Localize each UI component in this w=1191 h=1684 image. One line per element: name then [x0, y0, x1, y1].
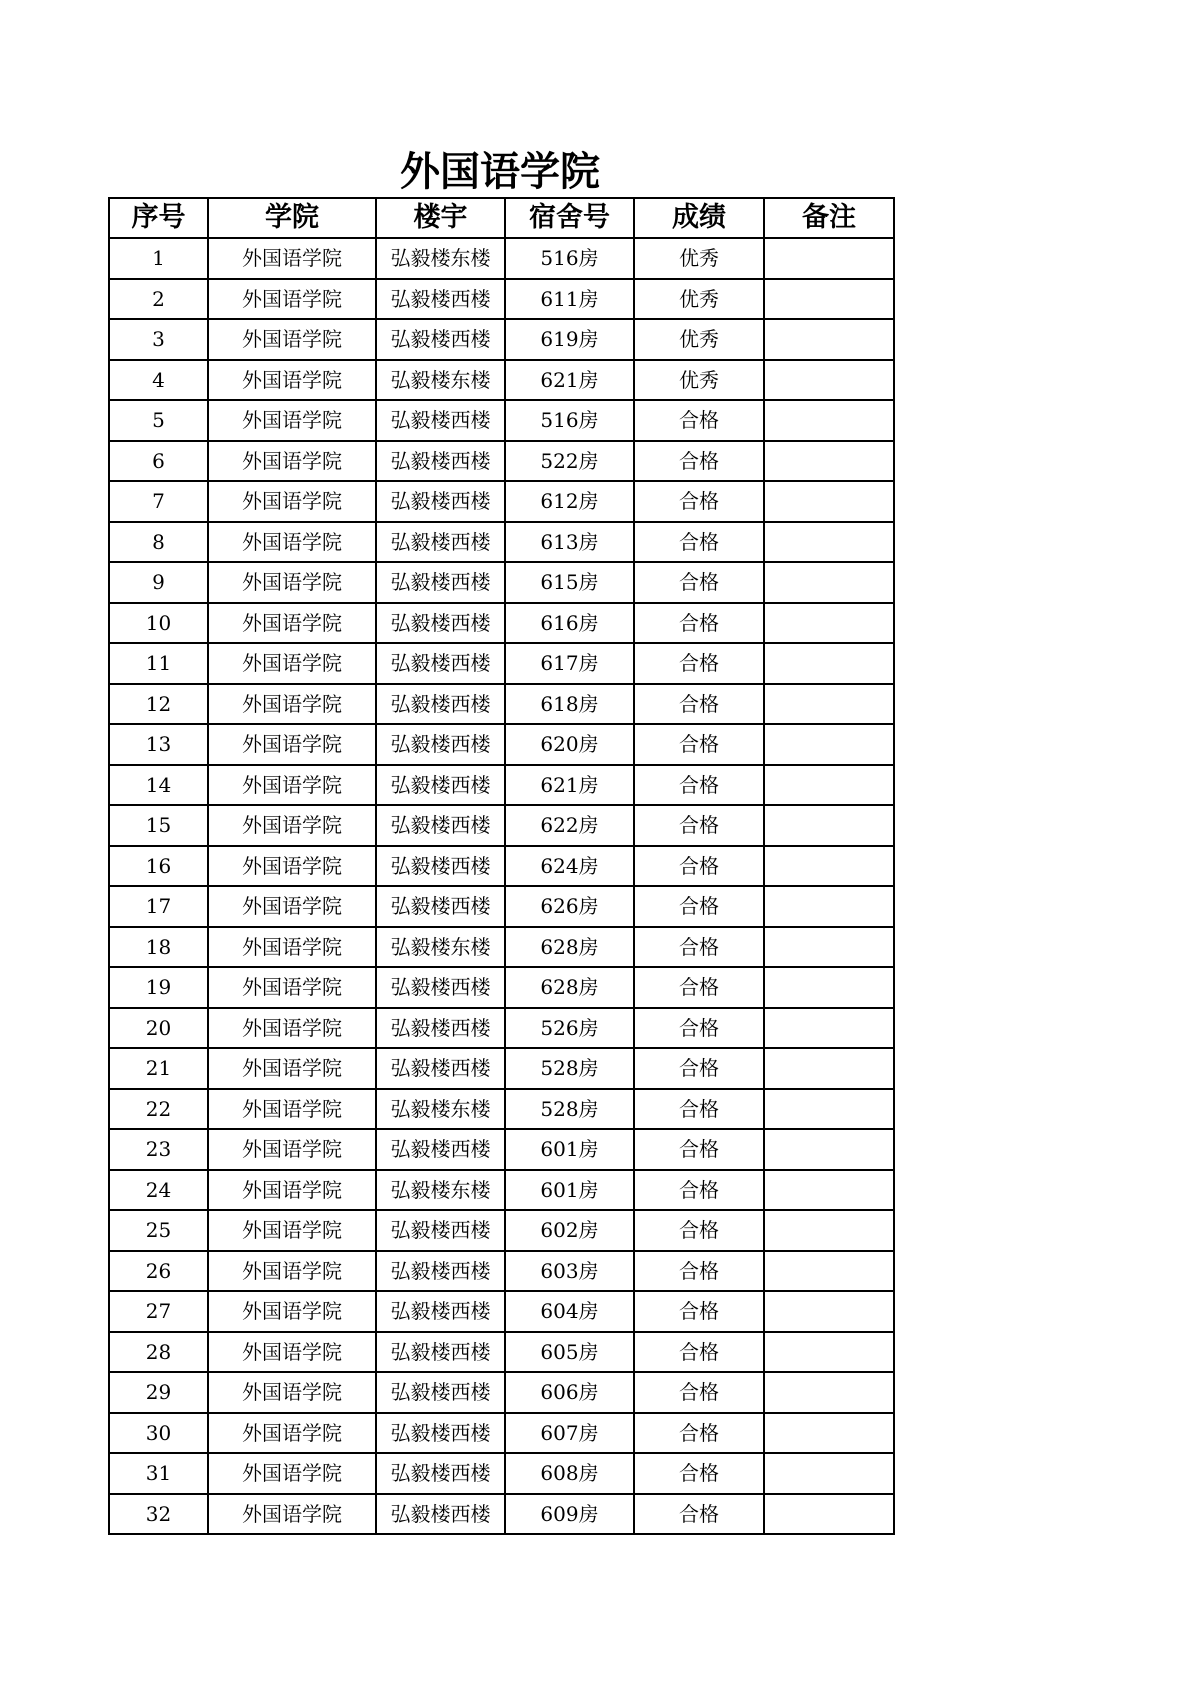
cell-remarks	[764, 1129, 894, 1170]
cell-college: 外国语学院	[208, 765, 376, 806]
cell-room-number: 612房	[505, 481, 634, 522]
cell-remarks	[764, 846, 894, 887]
table-row	[109, 1332, 894, 1373]
cell-result: 合格	[634, 765, 764, 806]
cell-serial-number: 7	[109, 481, 208, 522]
cell-remarks	[764, 967, 894, 1008]
cell-room-number: 601房	[505, 1170, 634, 1211]
dormitory-results-table	[108, 197, 895, 1535]
cell-remarks	[764, 1413, 894, 1454]
cell-result: 合格	[634, 927, 764, 968]
cell-room-number: 528房	[505, 1089, 634, 1130]
cell-serial-number: 21	[109, 1048, 208, 1089]
cell-result: 合格	[634, 1453, 764, 1494]
cell-remarks	[764, 1210, 894, 1251]
cell-serial-number: 4	[109, 360, 208, 401]
table-row	[109, 603, 894, 644]
table-row	[109, 562, 894, 603]
cell-college: 外国语学院	[208, 1048, 376, 1089]
cell-remarks	[764, 1048, 894, 1089]
page-title: 外国语学院	[400, 149, 600, 195]
cell-building: 弘毅楼西楼	[376, 846, 505, 887]
table-row	[109, 1008, 894, 1049]
cell-room-number: 609房	[505, 1494, 634, 1535]
cell-building: 弘毅楼西楼	[376, 1332, 505, 1373]
cell-room-number: 608房	[505, 1453, 634, 1494]
cell-college: 外国语学院	[208, 1008, 376, 1049]
cell-room-number: 620房	[505, 724, 634, 765]
cell-college: 外国语学院	[208, 684, 376, 725]
cell-serial-number: 18	[109, 927, 208, 968]
cell-serial-number: 29	[109, 1372, 208, 1413]
cell-remarks	[764, 522, 894, 563]
table-row	[109, 643, 894, 684]
table-row	[109, 360, 894, 401]
cell-remarks	[764, 805, 894, 846]
cell-building: 弘毅楼西楼	[376, 684, 505, 725]
cell-remarks	[764, 279, 894, 320]
cell-college: 外国语学院	[208, 400, 376, 441]
cell-building: 弘毅楼西楼	[376, 1210, 505, 1251]
cell-college: 外国语学院	[208, 1251, 376, 1292]
cell-college: 外国语学院	[208, 643, 376, 684]
cell-college: 外国语学院	[208, 603, 376, 644]
cell-room-number: 528房	[505, 1048, 634, 1089]
cell-building: 弘毅楼西楼	[376, 400, 505, 441]
cell-college: 外国语学院	[208, 319, 376, 360]
cell-room-number: 616房	[505, 603, 634, 644]
cell-serial-number: 25	[109, 1210, 208, 1251]
cell-room-number: 613房	[505, 522, 634, 563]
cell-result: 合格	[634, 643, 764, 684]
cell-remarks	[764, 481, 894, 522]
cell-serial-number: 2	[109, 279, 208, 320]
table-row	[109, 805, 894, 846]
cell-remarks	[764, 238, 894, 279]
cell-building: 弘毅楼西楼	[376, 562, 505, 603]
cell-building: 弘毅楼西楼	[376, 279, 505, 320]
cell-serial-number: 15	[109, 805, 208, 846]
cell-result: 合格	[634, 1251, 764, 1292]
table-row	[109, 1413, 894, 1454]
cell-room-number: 601房	[505, 1129, 634, 1170]
cell-room-number: 628房	[505, 927, 634, 968]
cell-room-number: 622房	[505, 805, 634, 846]
cell-building: 弘毅楼西楼	[376, 805, 505, 846]
cell-remarks	[764, 724, 894, 765]
cell-serial-number: 13	[109, 724, 208, 765]
cell-remarks	[764, 603, 894, 644]
cell-result: 合格	[634, 562, 764, 603]
cell-remarks	[764, 1372, 894, 1413]
cell-serial-number: 3	[109, 319, 208, 360]
cell-result: 合格	[634, 522, 764, 563]
cell-remarks	[764, 684, 894, 725]
cell-result: 合格	[634, 1413, 764, 1454]
cell-remarks	[764, 1008, 894, 1049]
cell-room-number: 605房	[505, 1332, 634, 1373]
cell-room-number: 621房	[505, 765, 634, 806]
cell-room-number: 628房	[505, 967, 634, 1008]
cell-result: 合格	[634, 886, 764, 927]
table-row	[109, 481, 894, 522]
cell-college: 外国语学院	[208, 846, 376, 887]
cell-college: 外国语学院	[208, 360, 376, 401]
cell-room-number: 522房	[505, 441, 634, 482]
cell-room-number: 516房	[505, 400, 634, 441]
cell-room-number: 526房	[505, 1008, 634, 1049]
cell-college: 外国语学院	[208, 1210, 376, 1251]
cell-remarks	[764, 1291, 894, 1332]
cell-remarks	[764, 643, 894, 684]
cell-serial-number: 12	[109, 684, 208, 725]
cell-serial-number: 31	[109, 1453, 208, 1494]
header-remarks: 备注	[764, 198, 894, 238]
cell-college: 外国语学院	[208, 927, 376, 968]
table-row	[109, 279, 894, 320]
table-row	[109, 1048, 894, 1089]
cell-room-number: 602房	[505, 1210, 634, 1251]
cell-result: 合格	[634, 1129, 764, 1170]
cell-result: 合格	[634, 1291, 764, 1332]
cell-remarks	[764, 927, 894, 968]
cell-result: 合格	[634, 724, 764, 765]
cell-remarks	[764, 562, 894, 603]
cell-building: 弘毅楼西楼	[376, 1251, 505, 1292]
cell-remarks	[764, 441, 894, 482]
cell-result: 合格	[634, 1494, 764, 1535]
cell-result: 合格	[634, 1048, 764, 1089]
cell-building: 弘毅楼西楼	[376, 765, 505, 806]
cell-room-number: 607房	[505, 1413, 634, 1454]
header-room-number: 宿舍号	[505, 198, 634, 238]
cell-remarks	[764, 765, 894, 806]
cell-college: 外国语学院	[208, 1291, 376, 1332]
cell-remarks	[764, 1089, 894, 1130]
table-row	[109, 1291, 894, 1332]
cell-building: 弘毅楼西楼	[376, 603, 505, 644]
cell-room-number: 619房	[505, 319, 634, 360]
cell-building: 弘毅楼西楼	[376, 1048, 505, 1089]
cell-remarks	[764, 1170, 894, 1211]
cell-serial-number: 19	[109, 967, 208, 1008]
cell-college: 外国语学院	[208, 967, 376, 1008]
cell-serial-number: 16	[109, 846, 208, 887]
table-row	[109, 238, 894, 279]
cell-building: 弘毅楼西楼	[376, 724, 505, 765]
cell-room-number: 624房	[505, 846, 634, 887]
table-row	[109, 1251, 894, 1292]
cell-building: 弘毅楼东楼	[376, 238, 505, 279]
cell-college: 外国语学院	[208, 1170, 376, 1211]
cell-serial-number: 32	[109, 1494, 208, 1535]
cell-college: 外国语学院	[208, 1332, 376, 1373]
cell-serial-number: 9	[109, 562, 208, 603]
cell-room-number: 618房	[505, 684, 634, 725]
table-row	[109, 927, 894, 968]
cell-college: 外国语学院	[208, 1372, 376, 1413]
cell-building: 弘毅楼东楼	[376, 1170, 505, 1211]
cell-serial-number: 17	[109, 886, 208, 927]
cell-remarks	[764, 319, 894, 360]
cell-building: 弘毅楼西楼	[376, 441, 505, 482]
cell-college: 外国语学院	[208, 238, 376, 279]
cell-building: 弘毅楼西楼	[376, 481, 505, 522]
cell-remarks	[764, 360, 894, 401]
cell-result: 合格	[634, 400, 764, 441]
cell-serial-number: 22	[109, 1089, 208, 1130]
header-row	[109, 198, 894, 238]
cell-room-number: 516房	[505, 238, 634, 279]
cell-building: 弘毅楼西楼	[376, 1413, 505, 1454]
cell-serial-number: 27	[109, 1291, 208, 1332]
cell-building: 弘毅楼西楼	[376, 522, 505, 563]
cell-result: 合格	[634, 1332, 764, 1373]
cell-college: 外国语学院	[208, 562, 376, 603]
cell-serial-number: 24	[109, 1170, 208, 1211]
cell-college: 外国语学院	[208, 522, 376, 563]
table-row	[109, 1170, 894, 1211]
cell-college: 外国语学院	[208, 1413, 376, 1454]
cell-result: 合格	[634, 481, 764, 522]
cell-result: 合格	[634, 1210, 764, 1251]
table-row	[109, 1129, 894, 1170]
table-row	[109, 684, 894, 725]
cell-serial-number: 5	[109, 400, 208, 441]
cell-remarks	[764, 1453, 894, 1494]
cell-building: 弘毅楼西楼	[376, 1129, 505, 1170]
cell-building: 弘毅楼西楼	[376, 1372, 505, 1413]
table-row	[109, 441, 894, 482]
cell-room-number: 603房	[505, 1251, 634, 1292]
cell-remarks	[764, 886, 894, 927]
cell-room-number: 606房	[505, 1372, 634, 1413]
cell-remarks	[764, 400, 894, 441]
cell-serial-number: 11	[109, 643, 208, 684]
cell-college: 外国语学院	[208, 724, 376, 765]
table-row	[109, 1372, 894, 1413]
cell-room-number: 615房	[505, 562, 634, 603]
cell-building: 弘毅楼西楼	[376, 643, 505, 684]
cell-result: 合格	[634, 967, 764, 1008]
cell-serial-number: 14	[109, 765, 208, 806]
cell-college: 外国语学院	[208, 441, 376, 482]
cell-serial-number: 28	[109, 1332, 208, 1373]
cell-college: 外国语学院	[208, 1494, 376, 1535]
cell-result: 合格	[634, 805, 764, 846]
table-row	[109, 400, 894, 441]
table-row	[109, 765, 894, 806]
table-row	[109, 1453, 894, 1494]
cell-remarks	[764, 1494, 894, 1535]
cell-result: 合格	[634, 1170, 764, 1211]
cell-result: 优秀	[634, 238, 764, 279]
cell-building: 弘毅楼东楼	[376, 927, 505, 968]
cell-building: 弘毅楼西楼	[376, 1008, 505, 1049]
cell-result: 合格	[634, 846, 764, 887]
cell-serial-number: 8	[109, 522, 208, 563]
cell-remarks	[764, 1332, 894, 1373]
cell-college: 外国语学院	[208, 805, 376, 846]
header-serial-number: 序号	[109, 198, 208, 238]
table-row	[109, 319, 894, 360]
cell-result: 优秀	[634, 279, 764, 320]
cell-building: 弘毅楼西楼	[376, 886, 505, 927]
cell-serial-number: 1	[109, 238, 208, 279]
cell-college: 外国语学院	[208, 1129, 376, 1170]
cell-result: 优秀	[634, 360, 764, 401]
cell-building: 弘毅楼东楼	[376, 1089, 505, 1130]
cell-room-number: 611房	[505, 279, 634, 320]
cell-result: 合格	[634, 1089, 764, 1130]
table-row	[109, 846, 894, 887]
cell-serial-number: 20	[109, 1008, 208, 1049]
table-row	[109, 1494, 894, 1535]
table-row	[109, 967, 894, 1008]
header-building: 楼宇	[376, 198, 505, 238]
cell-room-number: 617房	[505, 643, 634, 684]
cell-college: 外国语学院	[208, 481, 376, 522]
cell-building: 弘毅楼西楼	[376, 1291, 505, 1332]
table-row	[109, 724, 894, 765]
cell-room-number: 621房	[505, 360, 634, 401]
cell-remarks	[764, 1251, 894, 1292]
cell-result: 合格	[634, 441, 764, 482]
cell-serial-number: 23	[109, 1129, 208, 1170]
table-row	[109, 1089, 894, 1130]
cell-result: 合格	[634, 1372, 764, 1413]
table-row	[109, 886, 894, 927]
cell-room-number: 626房	[505, 886, 634, 927]
cell-building: 弘毅楼东楼	[376, 360, 505, 401]
table-row	[109, 1210, 894, 1251]
cell-building: 弘毅楼西楼	[376, 967, 505, 1008]
cell-serial-number: 10	[109, 603, 208, 644]
cell-serial-number: 30	[109, 1413, 208, 1454]
cell-college: 外国语学院	[208, 1453, 376, 1494]
cell-result: 合格	[634, 684, 764, 725]
cell-building: 弘毅楼西楼	[376, 1494, 505, 1535]
header-college: 学院	[208, 198, 376, 238]
table-row	[109, 522, 894, 563]
table-body	[109, 238, 894, 1534]
cell-result: 优秀	[634, 319, 764, 360]
cell-result: 合格	[634, 1008, 764, 1049]
cell-building: 弘毅楼西楼	[376, 319, 505, 360]
cell-building: 弘毅楼西楼	[376, 1453, 505, 1494]
cell-serial-number: 6	[109, 441, 208, 482]
header-result: 成绩	[634, 198, 764, 238]
cell-result: 合格	[634, 603, 764, 644]
cell-room-number: 604房	[505, 1291, 634, 1332]
cell-serial-number: 26	[109, 1251, 208, 1292]
cell-college: 外国语学院	[208, 1089, 376, 1130]
cell-college: 外国语学院	[208, 886, 376, 927]
cell-college: 外国语学院	[208, 279, 376, 320]
